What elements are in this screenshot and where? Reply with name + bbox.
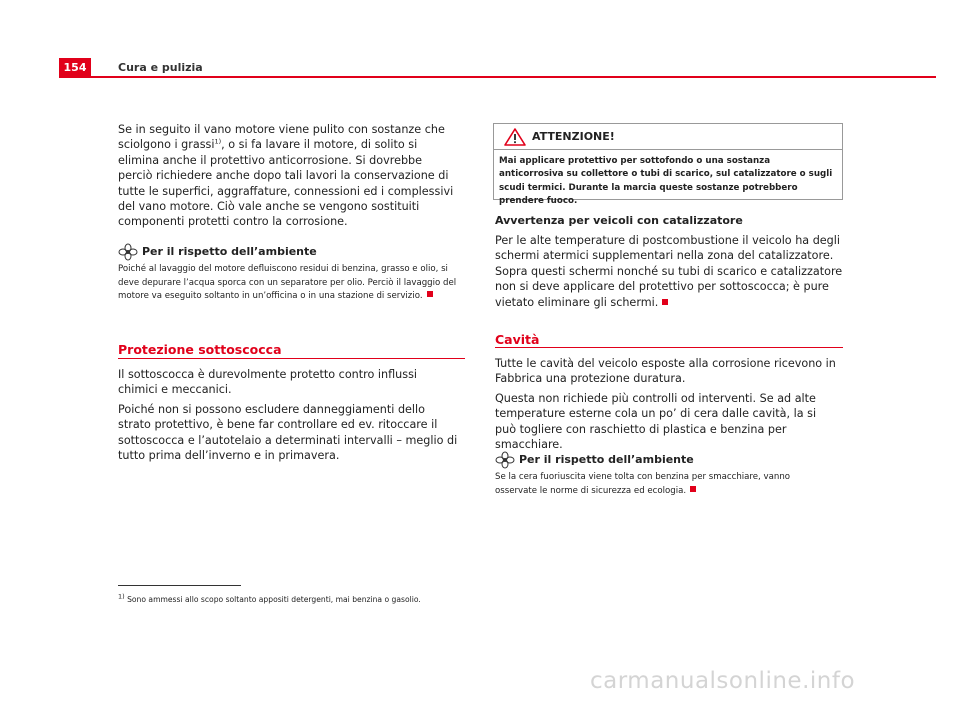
environment-heading-right: [495, 451, 694, 469]
footnote-text: Sono ammessi allo scopo soltanto appositi detergenti, mai benzina o gasolio.: [127, 595, 421, 604]
intro-text-part2: , o si fa lavare il motore, di solito si elimina anche il protettivo anticorrosione. Si dovrebbe perciò richiedere anche dopo tali lavori la conservazione di tutte le superfici, aggraffature, connessioni ed i complessivi del vano motore. Ciò vale anche se vengono sostituiti componenti protetti contro la corrosione.: [118, 138, 454, 229]
page-header-title: Cura e pulizia: [118, 61, 203, 74]
footnote-divider: [118, 585, 241, 586]
cavita-paragraph-1: Tutte le cavità del veicolo esposte alla corrosione ricevono in Fabbrica una protezione duratura.: [495, 357, 836, 386]
red-square-icon: [690, 486, 696, 492]
catalyst-paragraph: [495, 233, 845, 310]
watermark: carmanualsonline.info: [590, 668, 856, 694]
environment-heading-text: Per il rispetto dell’ambiente: [519, 453, 694, 466]
environment-text-left: [118, 263, 468, 304]
protezione-paragraph-1: Il sottoscocca è durevolmente protetto contro influssi chimici e meccanici.: [118, 368, 418, 397]
warning-text: Mai applicare protettivo per sottofondo o una sostanza anticorrosiva su collettore o tubi di scarico, sul catalizzatore o sugli scudi termici. Durante la marcia queste sostanze potrebbero prendere fuoco.: [499, 156, 833, 207]
warning-title: ATTENZIONE!: [532, 130, 615, 143]
red-square-icon: [662, 299, 668, 305]
flower-icon: [118, 243, 138, 261]
section-divider-right: [495, 347, 843, 348]
warning-triangle-icon: [504, 128, 526, 146]
cavita-paragraph-2: Questa non richiede più controlli od interventi. Se ad alte temperature esterne cola un po’ di cera dalle cavità, la si può togliere con raschietto di plastica e benzina per smacchiare.: [495, 392, 817, 452]
footnote-marker: 1): [118, 592, 125, 601]
section-title-cavita: Cavità: [495, 332, 540, 347]
catalyst-heading: Avvertenza per veicoli con catalizzatore: [495, 214, 743, 227]
environment-heading-left: [118, 243, 317, 261]
section-divider-left: [118, 358, 465, 359]
section-title-protezione: Protezione sottoscocca: [118, 342, 282, 357]
environment-text-content: Se la cera fuoriuscita viene tolta con benzina per smacchiare, vanno osservate le norme di sicurezza ed ecologia.: [495, 472, 791, 496]
environment-heading-text: Per il rispetto dell’ambiente: [142, 245, 317, 258]
red-square-icon: [427, 291, 433, 297]
footnote-ref: 1): [214, 137, 222, 146]
intro-paragraph: [118, 122, 458, 230]
protezione-paragraph-2: Poiché non si possono escludere danneggiamenti dello strato protettivo, è bene far controllare ed ev. ritoccare il sottoscocca e l’autotelaio a determinati intervalli – meglio di tutto prima dell’inverno e in primavera.: [118, 403, 458, 463]
environment-text-content: Poiché al lavaggio del motore defluiscono residui di benzina, grasso e olio, si deve depurare l’acqua sporca con un separatore per olio. Perciò il lavaggio del motore va eseguito soltanto in un’officina o in una stazione di servizio.: [118, 264, 457, 301]
header-divider: [59, 76, 936, 78]
intro-text-part1: Se in seguito il vano motore viene pulito con sostanze che sciolgono i grassi: [118, 123, 445, 152]
warning-title-bar: [494, 124, 842, 150]
catalyst-text: Per le alte temperature di postcombustione il veicolo ha degli schermi atermici supplementari nella zona del catalizzatore. Sopra questi schermi nonché su tubi di scarico e catalizzatore non si deve applicare del protettivo per sottoscocca; è pure vietato eliminare gli schermi.: [495, 234, 843, 309]
footnote: [118, 594, 421, 606]
environment-text-right: [495, 471, 815, 498]
warning-box: [493, 123, 843, 207]
page-number: 154: [59, 58, 91, 77]
flower-icon: [495, 451, 515, 469]
